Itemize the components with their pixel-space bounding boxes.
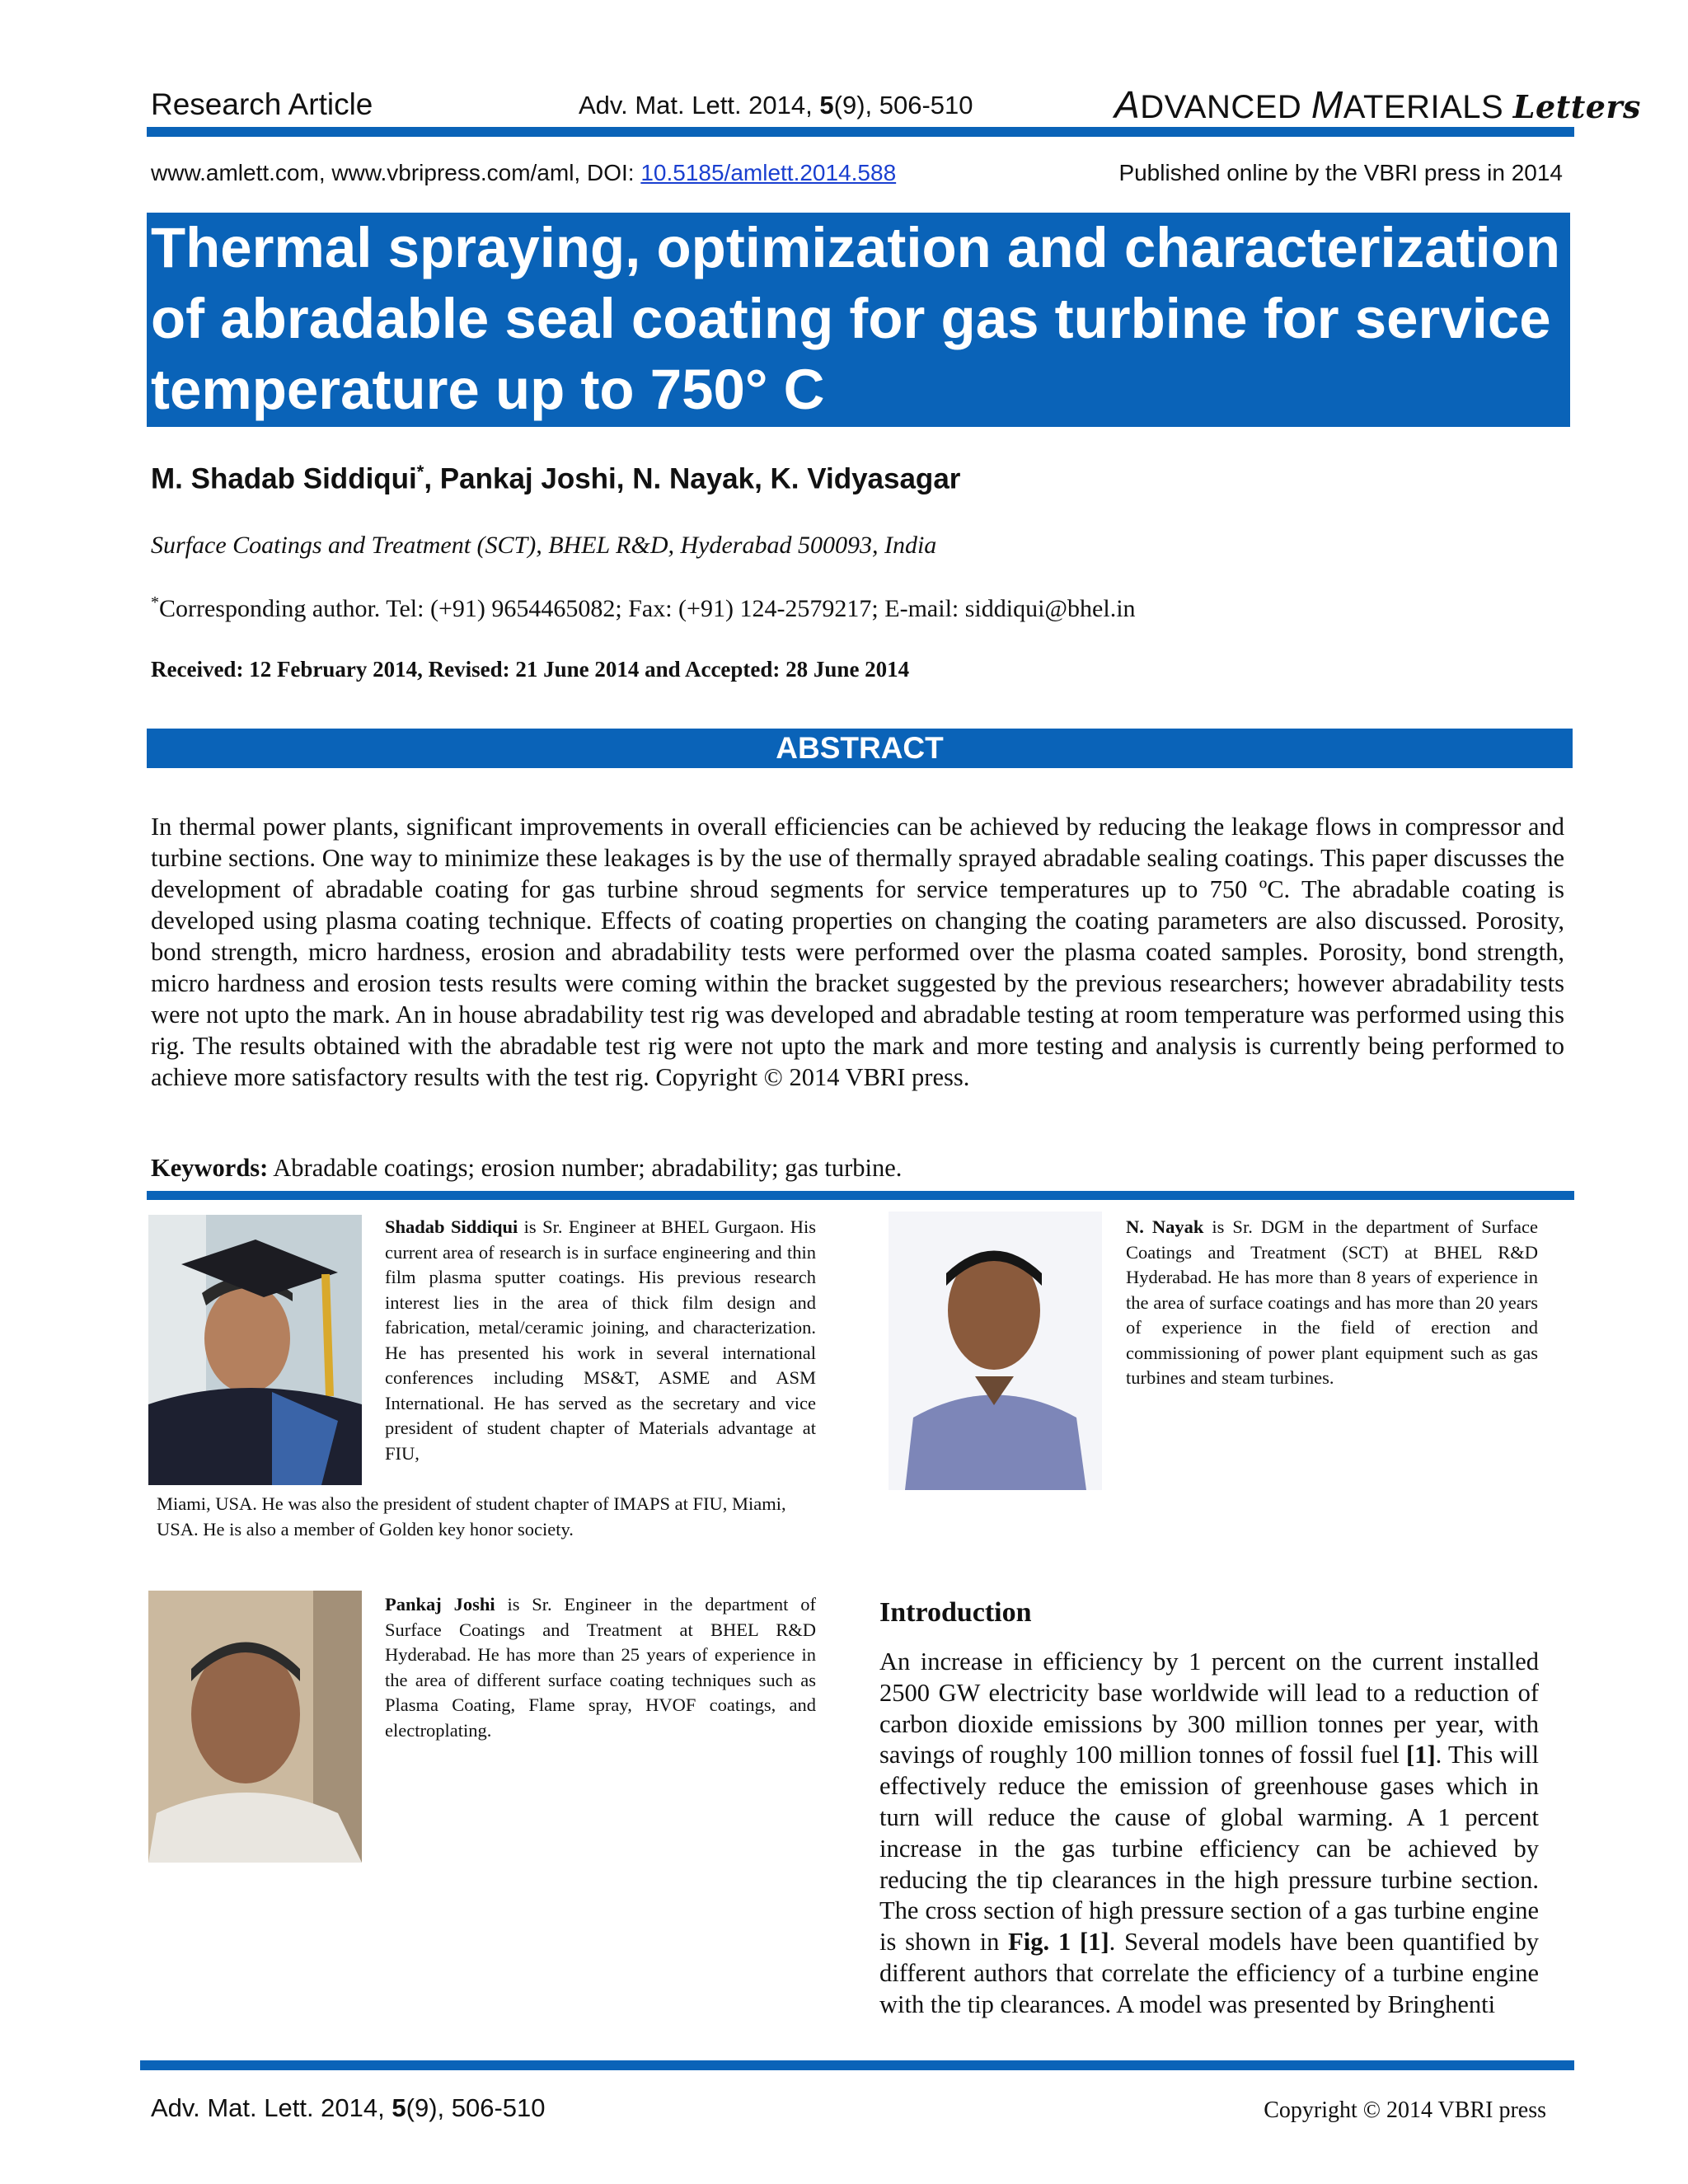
footer-rule [140, 2060, 1574, 2070]
footer-citation-suffix: (9), 506-510 [406, 2093, 546, 2122]
bio-joshi [385, 1592, 816, 1743]
intro-ref-2: [1] [1080, 1928, 1109, 1957]
header-citation [579, 91, 973, 120]
article-type: Research Article [151, 87, 373, 121]
bio-nayak-text: is Sr. DGM in the department of Surface Coatings and Treatment (SCT) at BHEL R&D Hyderabad. He has more than 8 years of experience in the area of surface coatings and has more than 20 years of experience in the field of erection and commissioning of power plant equipment such as gas turbines and steam turbines. [1126, 1216, 1539, 1388]
intro-fig-ref: Fig. 1 [1008, 1928, 1071, 1957]
bio-siddiqui-name: Shadab Siddiqui [385, 1216, 518, 1237]
corresponding-star: * [416, 462, 424, 482]
author-list [151, 462, 960, 496]
citation-prefix: Adv. Mat. Lett. 2014, [579, 91, 820, 120]
header-rule [147, 127, 1574, 137]
journal-letters: Letters [1512, 88, 1641, 125]
corresponding-author [151, 593, 1136, 623]
published-online: Published online by the VBRI press in 2014 [1118, 160, 1563, 185]
footer-citation-prefix: Adv. Mat. Lett. 2014, [151, 2093, 392, 2122]
keywords-label: Keywords: [151, 1154, 269, 1182]
intro-p4: . Several models have been quantified by different authors that correlate the efficiency of a turbine engine with the tip clearances. A model was presented by Bringhenti [879, 1928, 1540, 2018]
author-photo-nayak [889, 1212, 1102, 1490]
keywords-rule [147, 1191, 1574, 1200]
intro-p3 [1071, 1928, 1080, 1956]
keywords-text: Abradable coatings; erosion number; abradability; gas turbine. [268, 1154, 903, 1182]
introduction-text [879, 1647, 1539, 2021]
affiliation: Surface Coatings and Treatment (SCT), BHEL R&D, Hyderabad 500093, India [151, 532, 937, 559]
bio-nayak [1126, 1215, 1538, 1391]
bio-joshi-name: Pankaj Joshi [385, 1594, 495, 1615]
first-author: M. Shadab Siddiqui [151, 462, 417, 495]
abstract-heading: ABSTRACT [776, 731, 944, 765]
journal-m: M [1311, 83, 1343, 126]
paper-title: Thermal spraying, optimization and characterization of abradable seal coating for gas turbine for service temperature up to 750° C [151, 216, 1561, 421]
corr-text: Corresponding author. Tel: (+91) 9654465082; Fax: (+91) 124-2579217; E-mail: siddiqui@bhel.in [159, 595, 1136, 622]
author-photo-siddiqui [148, 1215, 362, 1485]
doi-link[interactable]: 10.5185/amlett.2014.588 [640, 160, 897, 185]
intro-p2: . This will effectively reduce the emission of greenhouse gases which in turn will reduce the cause of global warming. A 1 percent increase in the gas turbine efficiency can be achieved by reducing the tip clearances in the high pressure turbine section. The cross section of high pressure section of a gas turbine engine is shown in [879, 1741, 1539, 1957]
article-dates: Received: 12 February 2014, Revised: 21 June 2014 and Accepted: 28 June 2014 [151, 657, 910, 682]
journal-dvanced: DVANCED [1140, 89, 1311, 125]
bio-siddiqui-continued: Miami, USA. He was also the president of student chapter of IMAPS at FIU, Miami, USA. He is also a member of Golden key honor society. [157, 1493, 786, 1540]
intro-ref-1: [1] [1406, 1741, 1436, 1769]
other-authors: , Pankaj Joshi, N. Nayak, K. Vidyasagar [424, 462, 961, 495]
intro-p1: An increase in efficiency by 1 percent on the current installed 2500 GW electricity base worldwide will lead to a reduction of carbon dioxide emissions by 300 million tonnes per year, with savings of roughly 100 million tonnes of fossil fuel [879, 1647, 1539, 1769]
journal-name [1114, 82, 1641, 127]
web-doi-line [151, 160, 896, 186]
corr-star: * [151, 593, 159, 612]
web-prefix: www.amlett.com, www.vbripress.com/aml, DOI: [151, 160, 641, 185]
bio-joshi-text: is Sr. Engineer in the department of Surface Coatings and Treatment at BHEL R&D Hyderabad. He has more than 25 years of experience in the area of different surface coating techniques such as Plasma Coating, Flame spray, HVOF coatings, and electroplating. [385, 1594, 816, 1741]
keywords [151, 1154, 902, 1183]
abstract-text: In thermal power plants, significant improvements in overall efficiencies can be achieved by reducing the leakage flows in compressor and turbine sections. One way to minimize these leakages is by the use of thermally sprayed abradable sealing coatings. This paper discusses the development of abradable coating for gas turbine shroud segments for service temperatures up to 750 ºC. The abradable coating is developed using plasma coating technique. Effects of coating properties on changing the coating parameters are also discussed. Porosity, bond strength, micro hardness, erosion and abradability tests were performed over the plasma coated samples. Porosity, bond strength, micro hardness and erosion tests results were coming within the bracket suggested by the previous researchers; however abradability tests were not upto the mark. An in house abradability test rig was developed and abradable testing at room temperature was performed using this rig. The results obtained with the abradable test rig were not upto the mark and more testing and analysis is currently being performed to achieve more satisfactory results with the test rig. Copyright © 2014 VBRI press. [151, 813, 1564, 1091]
introduction-heading: Introduction [879, 1597, 1032, 1628]
footer-citation-volume: 5 [392, 2093, 406, 2122]
journal-aterials: ATERIALS [1343, 89, 1513, 125]
bio-siddiqui [385, 1215, 816, 1466]
bio-siddiqui-text: is Sr. Engineer at BHEL Gurgaon. His current area of research is in surface engineering and thin film plasma sputter coatings. His previous research interest lies in the area of thick film design and fabrication, metal/ceramic joining, and characterization. He has presented his work in several international conferences including MS&T, ASME and ASM International. He has served as the secretary and vice president of student chapter of Materials advantage at FIU, [385, 1216, 817, 1464]
citation-suffix: (9), 506-510 [833, 91, 973, 120]
bio-nayak-name: N. Nayak [1126, 1216, 1204, 1237]
journal-a: A [1114, 83, 1141, 126]
footer-copyright: Copyright © 2014 VBRI press [1264, 2097, 1546, 2123]
footer-citation [151, 2093, 546, 2123]
citation-volume: 5 [819, 91, 834, 120]
author-photo-joshi [148, 1591, 362, 1863]
